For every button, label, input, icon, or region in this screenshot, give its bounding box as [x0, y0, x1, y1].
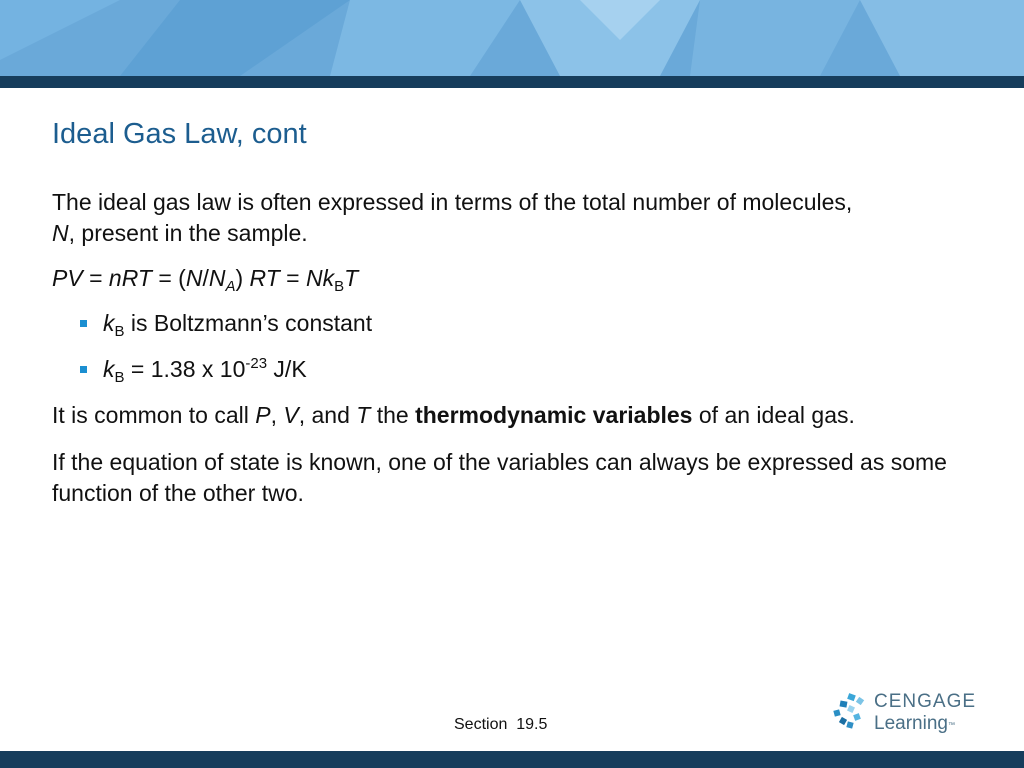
eq-equals: = — [279, 265, 307, 291]
paragraph-thermodynamic-variables — [52, 400, 962, 431]
eq-equals: = — [82, 265, 109, 291]
var-t: T — [356, 402, 371, 428]
var-p: P — [255, 402, 271, 428]
paragraph-text: , — [270, 402, 284, 428]
kb-subscript: B — [114, 323, 125, 340]
eq-kb-subscript: B — [334, 278, 345, 295]
ideal-gas-equation — [52, 263, 962, 294]
bullet-boltzmann-value — [52, 354, 962, 385]
logo-wordmark-cengage: CENGAGE — [874, 691, 977, 712]
logo-wordmark-learning — [874, 713, 955, 735]
paragraph-molecules — [52, 187, 962, 249]
eq-equals-paren: = ( — [151, 265, 186, 291]
thermodynamic-variables-term: thermodynamic variables — [415, 402, 693, 428]
bullet-text: is Boltzmann’s constant — [124, 310, 373, 336]
bullet-unit: J/K — [267, 356, 307, 382]
cengage-learning-logo — [832, 690, 982, 738]
slide-content — [52, 187, 962, 509]
footer-section-label: Section 19.5 — [454, 716, 548, 733]
logo-learning-text: Learning — [874, 713, 948, 734]
eq-na: N — [208, 265, 226, 291]
paragraph-equation-of-state: If the equation of state is known, one of the variables can always be expressed as some function of the other two. — [52, 449, 947, 506]
paragraph-text: the — [370, 402, 416, 428]
header-rule — [0, 76, 1024, 88]
var-n: N — [52, 220, 69, 246]
eq-rt: RT — [249, 265, 280, 291]
eq-slash: / — [202, 265, 209, 291]
paragraph-text: It is common to call — [52, 402, 256, 428]
eq-pv: PV — [52, 265, 83, 291]
cengage-logo-icon — [832, 692, 868, 732]
paragraph-text: The ideal gas law is often expressed in terms of the total number of molecules, — [52, 189, 853, 215]
bullet-text: = 1.38 x 10 — [124, 356, 246, 382]
header-band — [0, 0, 1024, 76]
square-bullet-icon — [80, 366, 87, 373]
eq-close-paren: ) — [235, 265, 250, 291]
paragraph-text: , and — [298, 402, 357, 428]
exponent: -23 — [245, 355, 268, 372]
trademark-symbol: ™ — [947, 722, 955, 729]
square-bullet-icon — [80, 320, 87, 327]
footer-rule — [0, 751, 1024, 768]
paragraph-text: of an ideal gas. — [692, 402, 855, 428]
var-v: V — [283, 402, 299, 428]
eq-na-subscript: A — [225, 278, 236, 295]
paragraph-text: , present in the sample. — [68, 220, 308, 246]
eq-nk: Nk — [306, 265, 335, 291]
eq-n: N — [185, 265, 203, 291]
kb-subscript: B — [114, 369, 125, 386]
bullet-boltzmann-definition — [52, 308, 962, 339]
bullet-list — [52, 308, 962, 385]
header-pattern — [0, 0, 1024, 76]
kb-symbol: k — [103, 356, 115, 382]
eq-nrt: nRT — [108, 265, 152, 291]
eq-t: T — [344, 265, 359, 291]
kb-symbol: k — [103, 310, 115, 336]
slide-title: Ideal Gas Law, cont — [52, 118, 307, 150]
